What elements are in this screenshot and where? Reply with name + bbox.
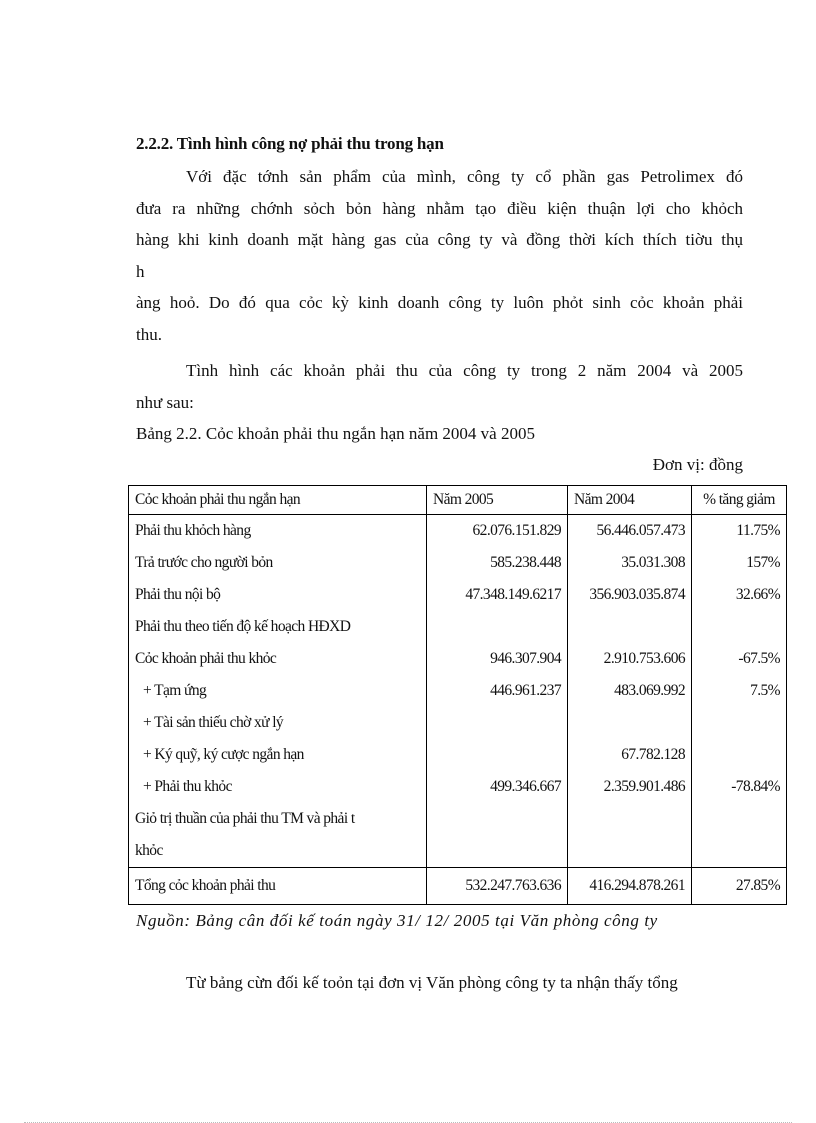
value-2004 bbox=[568, 707, 692, 739]
paragraph-intro bbox=[136, 161, 743, 350]
table-row bbox=[129, 643, 787, 675]
percent-change: -67.5% bbox=[738, 650, 780, 667]
table-row bbox=[129, 803, 787, 835]
paragraph-receivables bbox=[136, 355, 743, 418]
value-2005 bbox=[427, 835, 568, 868]
table-row bbox=[129, 579, 787, 611]
row-label: Phải thu theo tiến độ kế hoạch HĐXD bbox=[129, 611, 427, 643]
row-label: Giỏ trị thuần của phải thu TM và phải t bbox=[129, 803, 427, 835]
row-label: khỏc bbox=[129, 835, 427, 868]
value-2005 bbox=[427, 707, 568, 739]
value-2004: 483.069.992 bbox=[568, 675, 692, 707]
value-2005 bbox=[427, 611, 568, 643]
table-row bbox=[129, 611, 787, 643]
percent-change bbox=[692, 739, 787, 771]
value-2004: 2.910.753.606 bbox=[568, 643, 692, 675]
value-2005: 585.238.448 bbox=[427, 547, 568, 579]
table-row bbox=[129, 771, 787, 803]
total-percent-change: 27.85% bbox=[692, 868, 787, 905]
header-cell: Cỏc khoản phải thu ngắn hạn bbox=[129, 486, 427, 515]
row-label: Phải thu khỏch hàng bbox=[129, 515, 427, 548]
table-row bbox=[129, 739, 787, 771]
row-label: Cỏc khoản phải thu khỏc bbox=[129, 643, 427, 675]
value-2004 bbox=[568, 611, 692, 643]
row-label: + Tạm ứng bbox=[129, 675, 427, 707]
paragraph-line: đưa ra những chớnh sỏch bỏn hàng nhằm tạo điều kiện thuận lợi cho khỏch bbox=[136, 198, 743, 218]
percent-change bbox=[692, 835, 787, 868]
percent-change: 157% bbox=[746, 554, 780, 571]
value-2005: 47.348.149.6217 bbox=[427, 579, 568, 611]
table-row bbox=[129, 675, 787, 707]
header-cell: % tăng giảm bbox=[692, 486, 787, 515]
value-2005: 499.346.667 bbox=[427, 771, 568, 803]
table-row bbox=[129, 515, 787, 548]
value-2004 bbox=[568, 803, 692, 835]
table-total-row bbox=[129, 868, 787, 905]
paragraph-conclusion: Từ bảng cừn đối kế toỏn tại đơn vị Văn phòng công ty ta nhận thấy tổng bbox=[186, 973, 678, 992]
row-label: + Phải thu khỏc bbox=[129, 771, 427, 803]
header-cell: Năm 2005 bbox=[427, 486, 568, 515]
total-2005: 532.247.763.636 bbox=[427, 868, 568, 905]
value-2004: 356.903.035.874 bbox=[568, 579, 692, 611]
table-row bbox=[129, 707, 787, 739]
percent-change bbox=[692, 611, 787, 643]
paragraph-line: thu. bbox=[136, 324, 162, 344]
value-2004: 67.782.128 bbox=[568, 739, 692, 771]
percent-change: 32.66% bbox=[735, 586, 780, 603]
value-2005: 446.961.237 bbox=[427, 675, 568, 707]
table-header-row bbox=[129, 486, 787, 515]
percent-change: -78.84% bbox=[731, 778, 780, 795]
value-2004: 56.446.057.473 bbox=[568, 515, 692, 548]
percent-change: 7.5% bbox=[750, 682, 780, 699]
value-2005: 62.076.151.829 bbox=[427, 515, 568, 548]
table-row bbox=[129, 835, 787, 868]
source-note: Nguồn: Bảng cân đối kế toán ngày 31/ 12/ 2005 tại Văn phòng công ty bbox=[136, 911, 658, 930]
value-2005 bbox=[427, 739, 568, 771]
total-2004: 416.294.878.261 bbox=[568, 868, 692, 905]
percent-change: 11.75% bbox=[736, 522, 780, 539]
percent-change bbox=[692, 803, 787, 835]
paragraph-line: hàng khi kinh doanh mặt hàng gas của công ty và đồng thời kích thích tiờu thụ bbox=[136, 230, 743, 249]
paragraph-line: h bbox=[136, 261, 145, 281]
percent-change bbox=[692, 707, 787, 739]
value-2005 bbox=[427, 803, 568, 835]
receivables-table bbox=[128, 485, 787, 905]
value-2004 bbox=[568, 835, 692, 868]
paragraph-line: Với đặc tớnh sản phẩm của mình, công ty cổ phần gas Petrolimex đó bbox=[186, 167, 743, 186]
value-2004: 35.031.308 bbox=[568, 547, 692, 579]
row-label: + Tài sản thiếu chờ xử lý bbox=[129, 707, 427, 739]
value-2005: 946.307.904 bbox=[427, 643, 568, 675]
header-cell: Năm 2004 bbox=[568, 486, 692, 515]
paragraph-line: như sau: bbox=[136, 392, 194, 412]
paragraph-line: àng hoỏ. Do đó qua cỏc kỳ kinh doanh công ty luôn phỏt sinh cỏc khoản phải bbox=[136, 293, 743, 312]
section-heading: 2.2.2. Tình hình công nợ phải thu trong hạn bbox=[136, 134, 444, 153]
row-label: Phải thu nội bộ bbox=[129, 579, 427, 611]
total-label: Tổng cỏc khoản phải thu bbox=[129, 868, 427, 905]
table-caption: Bảng 2.2. Cỏc khoản phải thu ngắn hạn năm 2004 và 2005 bbox=[136, 424, 535, 443]
paragraph-line: Tình hình các khoản phải thu của công ty trong 2 năm 2004 và 2005 bbox=[186, 361, 743, 380]
row-label: Trả trước cho người bỏn bbox=[129, 547, 427, 579]
table-row bbox=[129, 547, 787, 579]
unit-note: Đơn vị: đồng bbox=[652, 455, 743, 474]
value-2004: 2.359.901.486 bbox=[568, 771, 692, 803]
row-label: + Ký quỹ, ký cược ngắn hạn bbox=[129, 739, 427, 771]
